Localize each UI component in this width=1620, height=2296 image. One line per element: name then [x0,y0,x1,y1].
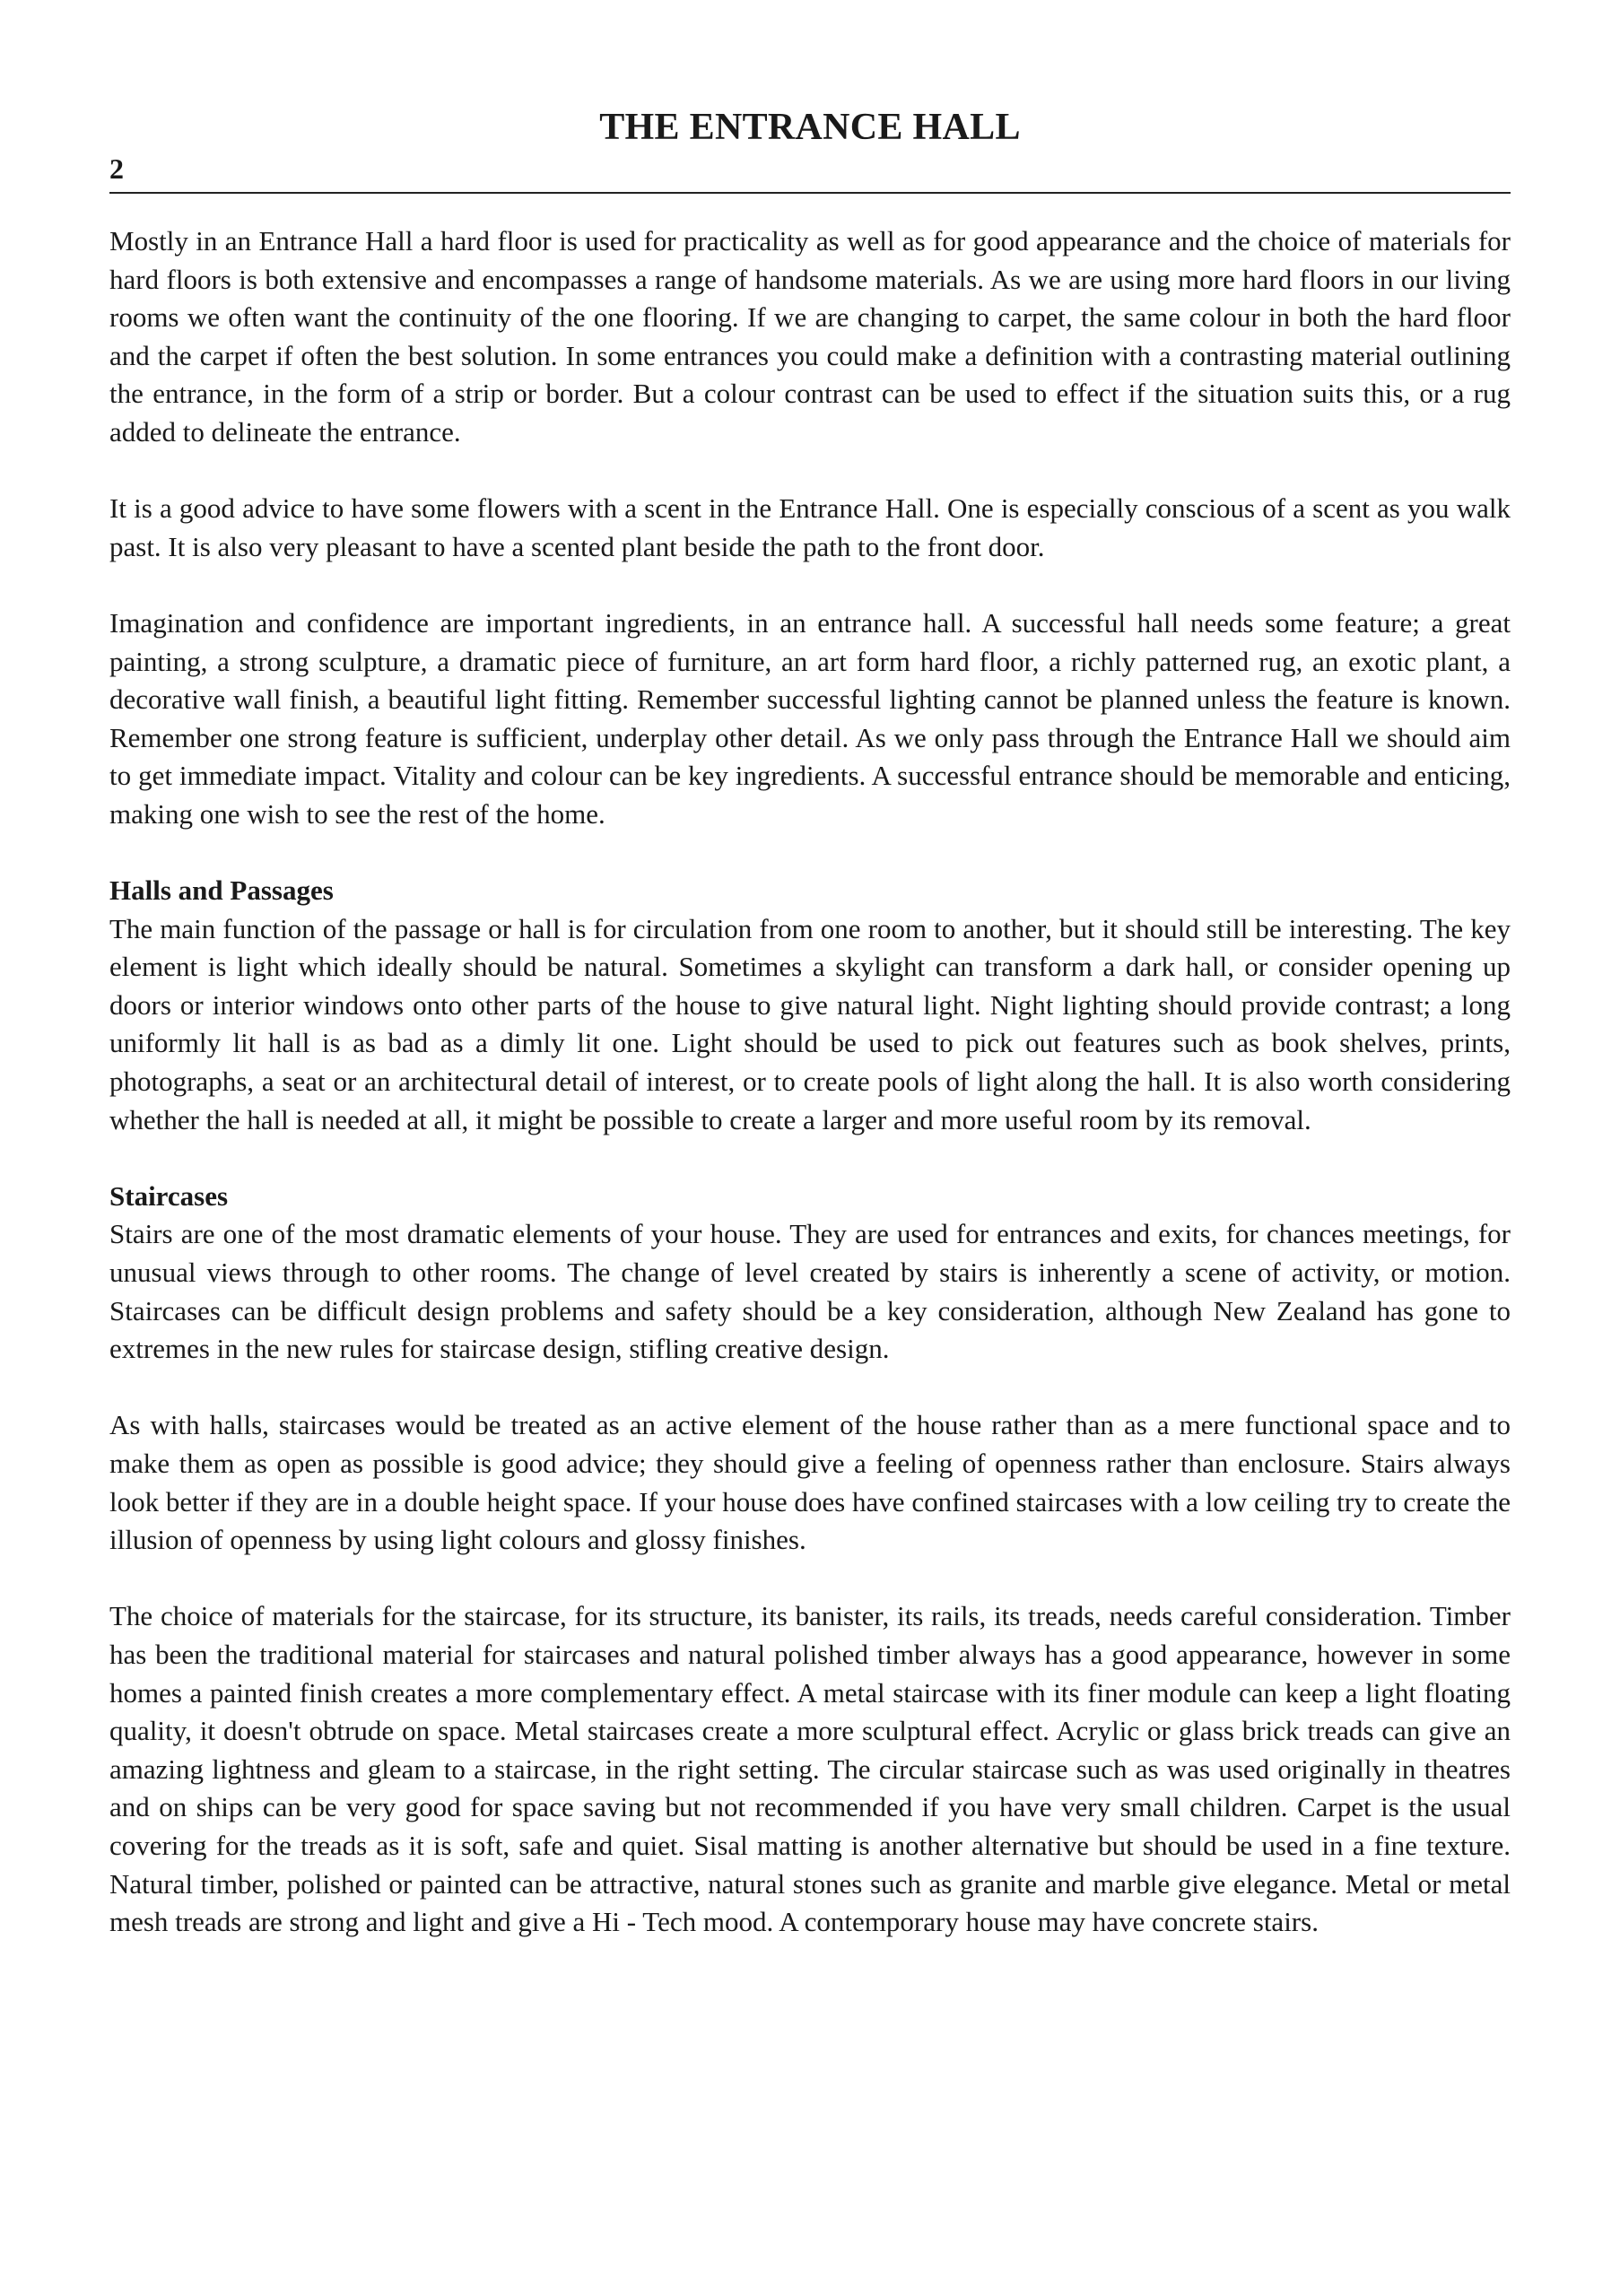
page-header [109,99,1511,192]
intro-paragraph-3: Imagination and confidence are important ingredients, in an entrance hall. A successful hall needs some feature; a great painting, a strong sculpture, a dramatic piece of furniture, an art form hard floor, a richly patterned rug, an exotic plant, a decorative wall finish, a beautiful light fitting. Remember successful lighting cannot be planned unless the feature is known. Remember one strong feature is sufficient, underplay other detail. As we only pass through the Entrance Hall we should aim to get immediate impact. Vitality and colour can be key ingredients. A successful entrance should be memorable and enticing, making one wish to see the rest of the home. [109,606,1511,830]
staircases-paragraph-3: The choice of materials for the staircase, for its structure, its banister, its rails, its treads, needs careful consideration. Timber has been the traditional material for staircases and natural polished timber always has a good appearance, however in some homes a painted finish creates a more complementary effect. A metal staircase with its finer module can keep a light floating quality, it doesn't obtrude on space. Metal staircases create a more sculptural effect. Acrylic or glass brick treads can give an amazing lightness and gleam to a staircase, in the right setting. The circular staircase such as was used originally in theatres and on ships can be very good for space saving but not recommended if you have very small children. Carpet is the usual covering for the treads as it is soft, safe and quiet. Sisal matting is another alternative but should be used in a fine texture. Natural timber, polished or painted can be attractive, natural stones such as granite and marble give elegance. Metal or metal mesh treads are strong and light and give a Hi - Tech mood. A contemporary house may have concrete stairs. [109,1600,1511,1938]
page-title: THE ENTRANCE HALL [599,107,1021,148]
staircases-paragraph-1: Stairs are one of the most dramatic elements of your house. They are used for entrances and exits, for chances meetings, for unusual views through to other rooms. The change of level created by stairs is inherently a scene of activity, or motion. Staircases can be difficult design problems and safety should be a key consideration, although New Zealand has gone to extremes in the new rules for staircase design, stifling creative design. [109,1218,1511,1365]
intro-paragraph-2: It is a good advice to have some flowers with a scent in the Entrance Hall. One is especially conscious of a scent as you walk past. It is also very pleasant to have a scented plant beside the path to the front door. [109,492,1511,562]
document-page [109,99,1511,1938]
halls-heading: Halls and Passages [109,874,334,907]
page-number: 2 [109,152,124,185]
intro-paragraph-1: Mostly in an Entrance Hall a hard floor is used for practicality as well as for good appearance and the choice of materials for hard floors is both extensive and encompasses a range of handsome materials. As we are using more hard floors in our living rooms we often want the continuity of the one flooring. If we are changing to carpet, the same colour in both the hard floor and the carpet if often the best solution. In some entrances you could make a definition with a contrasting material outlining the entrance, in the form of a strip or border. But a colour contrast can be used to effect if the situation suits this, or a rug added to delineate the entrance. [109,225,1511,448]
halls-paragraph-1: The main function of the passage or hall is for circulation from one room to another, but it should still be interesting. The key element is light which ideally should be natural. Sometimes a skylight can transform a dark hall, or consider opening up doors or interior windows onto other parts of the house to give natural light. Night lighting should provide contrast; a long uniformly lit hall is as bad as a dimly lit one. Light should be used to pick out features such as book shelves, prints, photographs, a seat or an architectural detail of interest, or to create pools of light along the hall. It is also worth considering whether the hall is needed at all, it might be possible to create a larger and more useful room by its removal. [109,912,1511,1135]
staircases-section [109,1178,1511,1942]
staircases-paragraph-2: As with halls, staircases would be treated as an active element of the house rather than as a mere functional space and to make them as open as possible is good advice; they should give a feeling of openness rather than enclosure. Stairs always look better if they are in a double height space. If your house does have confined staircases with a low ceiling try to create the illusion of openness by using light colours and glossy finishes. [109,1409,1511,1556]
header-divider [109,192,1511,194]
page-content [109,222,1511,1979]
halls-section [109,872,1511,1139]
staircases-heading: Staircases [109,1179,229,1212]
